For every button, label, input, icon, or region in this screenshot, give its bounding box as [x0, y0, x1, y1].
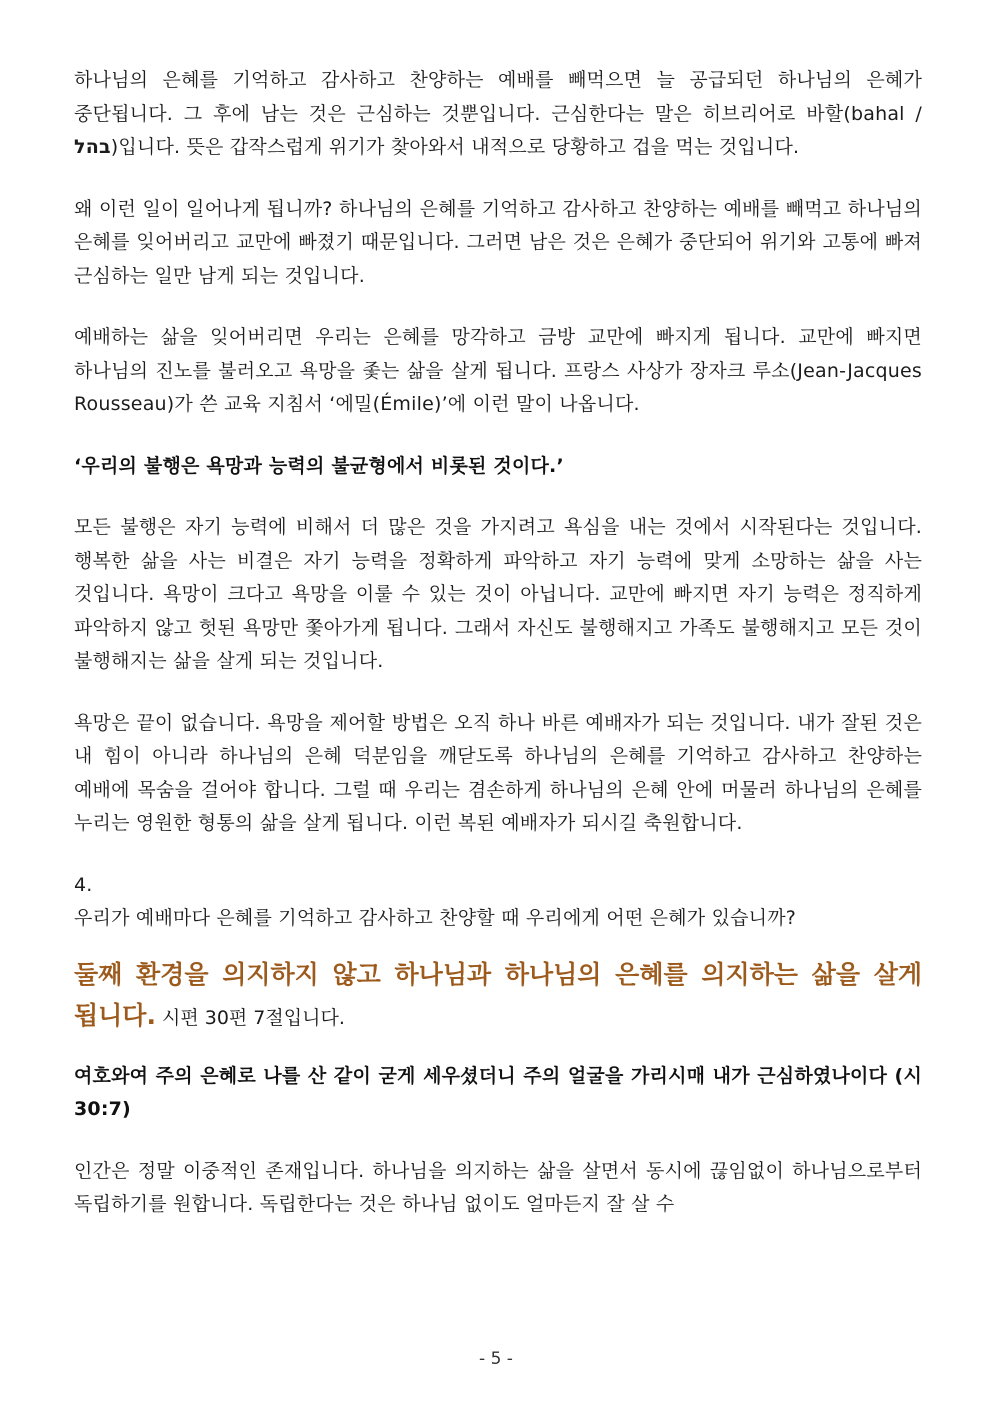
- paragraph-unhappiness: 모든 불행은 자기 능력에 비해서 더 많은 것을 가지려고 욕심을 내는 것에서 시작된다는 것입니다. 행복한 삶을 사는 비결은 자기 능력을 정확하게 파악하고 자기 능력에 맞게 소망하는 삶을 사는 것입니다. 욕망이 크다고 욕망을 이룰 수 있는 것이 아닙니다. 교만에 빠지면 자기 능력은 정직하게 파악하지 않고 헛된 욕망만 쫓아가게 됩니다. 그래서 자신도 불행해지고 가족도 불행해지고 모든 것이 불행해지는 삶을 살게 되는 것입니다.: [74, 516, 922, 672]
- document-body: [74, 64, 922, 1250]
- paragraph-why: 왜 이런 일이 일어나게 됩니까? 하나님의 은혜를 기억하고 감사하고 찬양하는 예배를 빼먹고 하나님의 은혜를 잊어버리고 교만에 빠졌기 때문입니다. 그러면 남은 것은 은혜가 중단되어 위기와 고통에 빠져 근심하는 일만 남게 되는 것입니다.: [74, 197, 922, 287]
- paragraph-bahal: [74, 64, 922, 165]
- paragraph-bahal-text-1: 하나님의 은혜를 기억하고 감사하고 찬양하는 예배를 빼먹으면 늘 공급되던 하나님의 은혜가 중단됩니다. 그 후에 남는 것은 근심하는 것뿐입니다. 근심한다는 말은 히브리어로 바할(bahal /: [74, 69, 922, 125]
- scripture-verse: 여호와여 주의 은혜로 나를 산 같이 굳게 세우셨더니 주의 얼굴을 가리시매 내가 근심하였나이다 (시 30:7): [74, 1064, 922, 1120]
- paragraph-bahal-text-2: )입니다. 뜻은 갑작스럽게 위기가 찾아와서 내적으로 당황하고 겁을 먹는 것입니다.: [110, 136, 800, 158]
- quote-emile: ‘우리의 불행은 욕망과 능력의 불균형에서 비롯된 것이다.’: [74, 454, 564, 477]
- page-number: - 5 -: [479, 1349, 513, 1369]
- scripture-reference: 시편 30편 7절입니다.: [155, 1006, 345, 1029]
- paragraph-rousseau: 예배하는 삶을 잊어버리면 우리는 은혜를 망각하고 금방 교만에 빠지게 됩니다. 교만에 빠지면 하나님의 진노를 불러오고 욕망을 좇는 삶을 살게 됩니다. 프랑스 사상가 장자크 루소(Jean-Jacques Rousseau)가 쓴 교육 지침서 ‘에밀(Émile)’에 이런 말이 나옵니다.: [74, 326, 922, 415]
- paragraph-desire: 욕망은 끝이 없습니다. 욕망을 제어할 방법은 오직 하나 바른 예배자가 되는 것입니다. 내가 잘된 것은 내 힘이 아니라 하나님의 은혜 덕분임을 깨닫도록 하나님의 은혜를 기억하고 감사하고 찬양하는 예배에 목숨을 걸어야 합니다. 그럴 때 우리는 겸손하게 하나님의 은혜 안에 머물러 하나님의 은혜를 누리는 영원한 형통의 삶을 살게 됩니다. 이런 복된 예배자가 되시길 축원합니다.: [74, 711, 922, 834]
- section-question-block: [74, 869, 922, 936]
- paragraph-dual-nature: 인간은 정말 이중적인 존재입니다. 하나님을 의지하는 삶을 살면서 동시에 끊임없이 하나님으로부터 독립하기를 원합니다. 독립한다는 것은 하나님 없이도 얼마든지 잘 살 수: [74, 1159, 922, 1215]
- section-question: 우리가 예배마다 은혜를 기억하고 감사하고 찬양할 때 우리에게 어떤 은혜가 있습니까?: [74, 907, 797, 929]
- section-heading: 둘째 환경을 의지하지 않고 하나님과 하나님의 은혜를 의지하는 삶을 살게 됩니다.: [74, 959, 922, 1030]
- hebrew-word: בהל: [74, 136, 111, 158]
- section-number: 4.: [74, 873, 93, 896]
- section-heading-block: [74, 956, 922, 1038]
